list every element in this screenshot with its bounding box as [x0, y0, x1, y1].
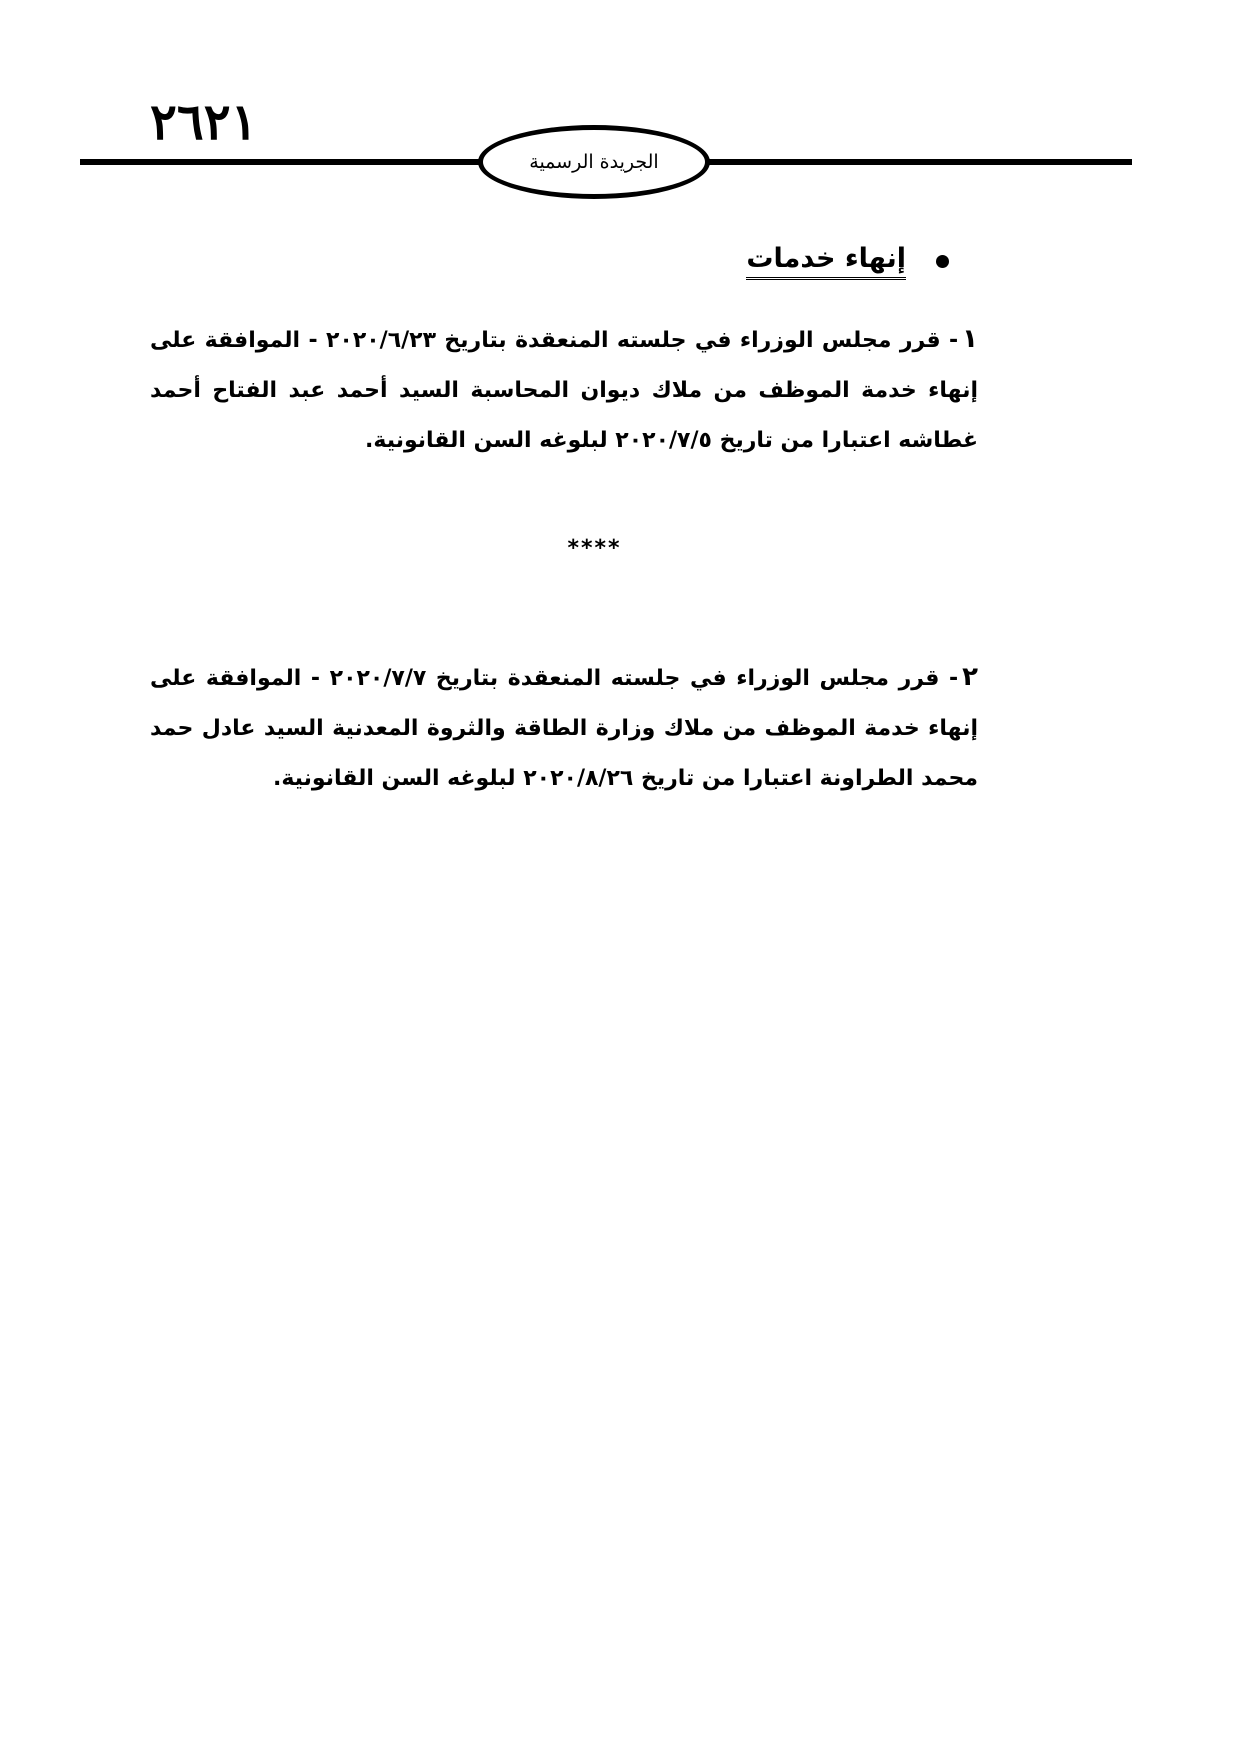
decision-item — [150, 652, 978, 804]
section-title: إنهاء خدمات — [746, 243, 906, 280]
decision-number: ١ — [962, 324, 978, 354]
page-number: ٢٦٢١ — [150, 92, 258, 151]
decision-text: - قرر مجلس الوزراء في جلسته المنعقدة بتاريخ ٢٠٢٠/٧/٧ - الموافقة على إنهاء خدمة الموظف من ملاك وزارة الطاقة والثروة المعدنية السيد عادل حمد محمد الطراونة اعتبارا من تاريخ ٢٠٢٠/٨/٢٦ لبلوغه السن القانونية. — [150, 666, 978, 791]
gazette-title-oval — [478, 125, 710, 199]
section-separator — [0, 536, 1241, 561]
section-heading — [746, 243, 949, 280]
gazette-title: الجريدة الرسمية — [529, 151, 659, 173]
separator-stars: **** — [567, 536, 622, 561]
decision-number: ٢ — [962, 662, 978, 692]
decision-item — [150, 314, 978, 466]
decision-text: - قرر مجلس الوزراء في جلسته المنعقدة بتاريخ ٢٠٢٠/٦/٢٣ - الموافقة على إنهاء خدمة الموظف من ملاك ديوان المحاسبة السيد أحمد عبد الفتاح أحمد غطاشه اعتبارا من تاريخ ٢٠٢٠/٧/٥ لبلوغه السن القانونية. — [150, 328, 978, 453]
bullet-icon — [936, 255, 949, 268]
